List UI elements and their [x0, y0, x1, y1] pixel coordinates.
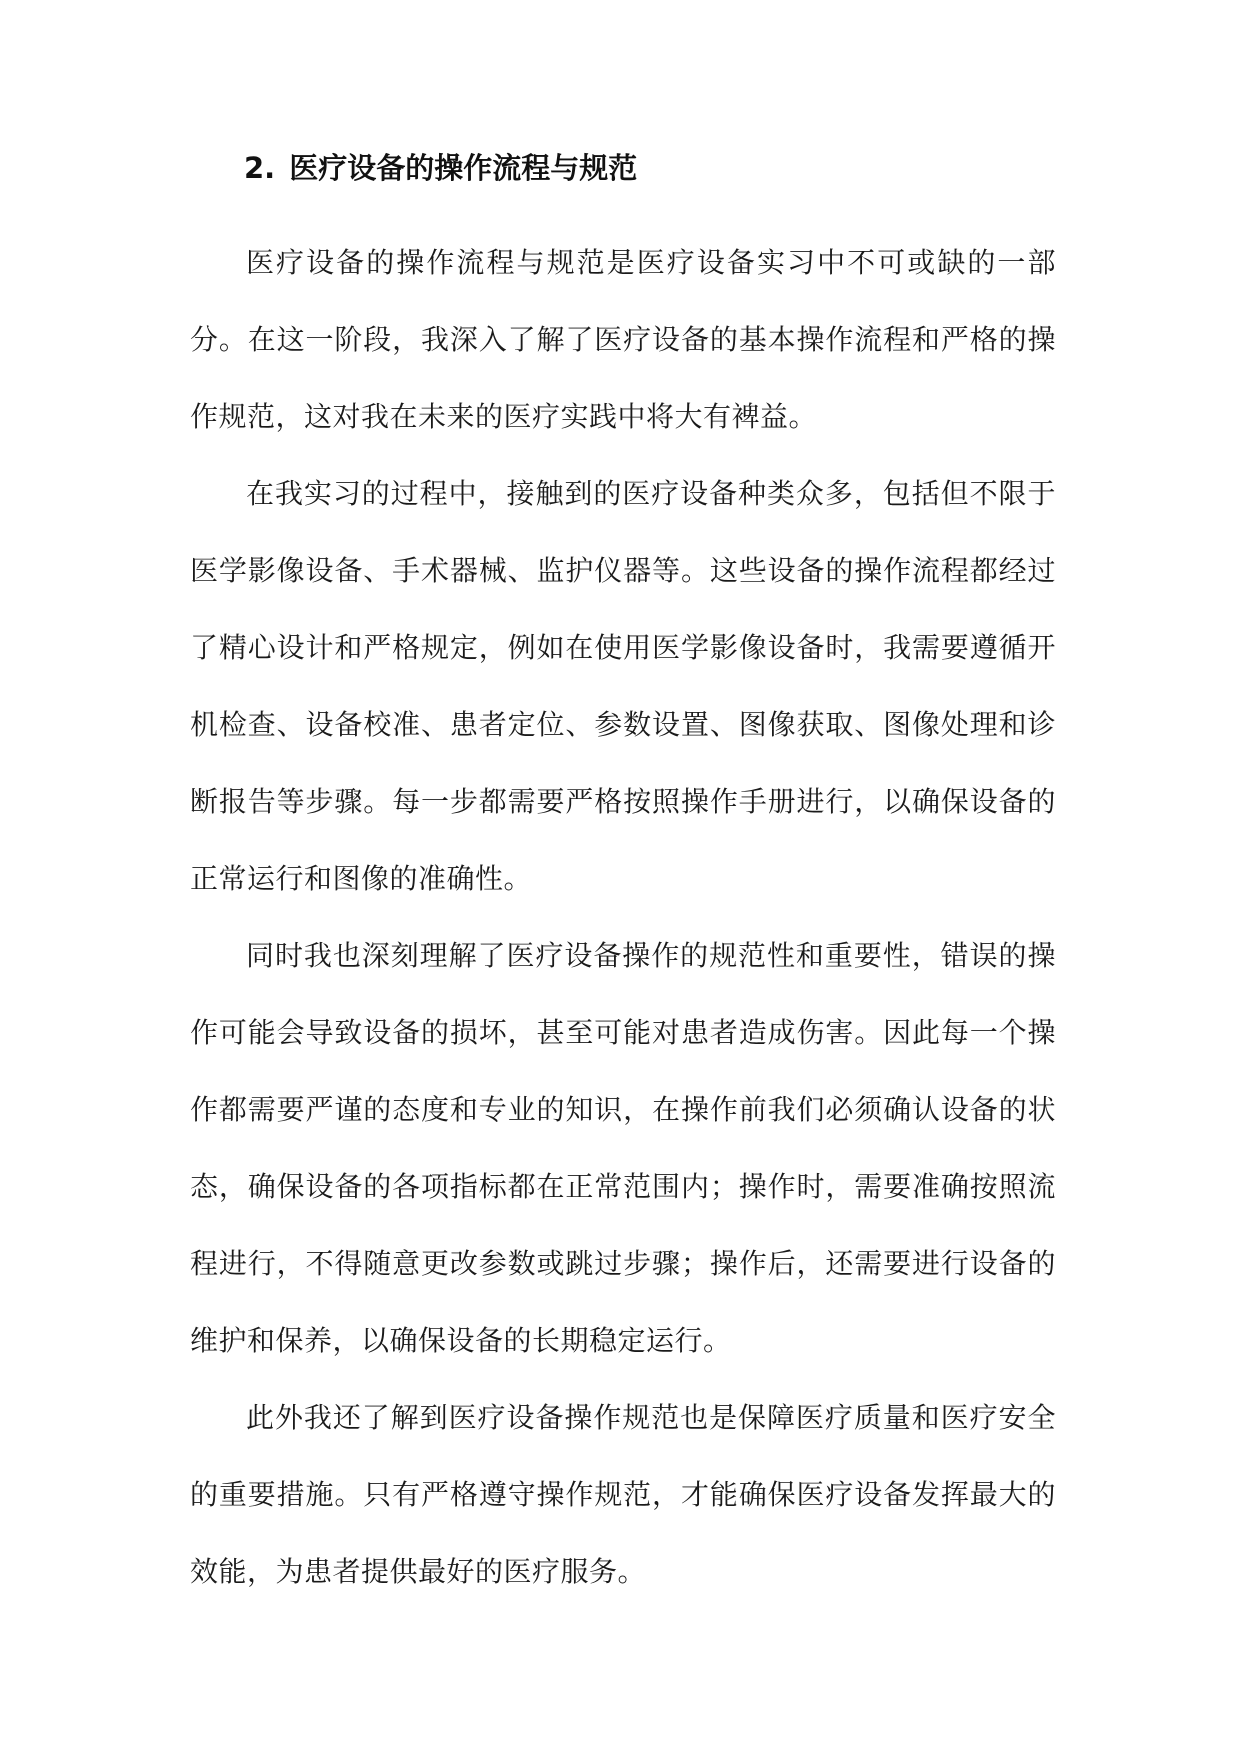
paragraph-1: 医疗设备的操作流程与规范是医疗设备实习中不可或缺的一部分。在这一阶段，我深入了解了医疗设备的基本操作流程和严格的操作规范，这对我在未来的医疗实践中将大有裨益。 [190, 246, 1056, 433]
paragraph-4: 此外我还了解到医疗设备操作规范也是保障医疗质量和医疗安全的重要措施。只有严格遵守操作规范，才能确保医疗设备发挥最大的效能，为患者提供最好的医疗服务。 [190, 1401, 1056, 1588]
paragraph-3: 同时我也深刻理解了医疗设备操作的规范性和重要性，错误的操作可能会导致设备的损坏，甚至可能对患者造成伤害。因此每一个操作都需要严谨的态度和专业的知识，在操作前我们必须确认设备的状态，确保设备的各项指标都在正常范围内；操作时，需要准确按照流程进行，不得随意更改参数或跳过步骤；操作后，还需要进行设备的维护和保养，以确保设备的长期稳定运行。 [190, 939, 1056, 1357]
section-title: 医疗设备的操作流程与规范 [289, 151, 638, 185]
section-number: 2. [244, 151, 276, 185]
body-text [190, 224, 1056, 1610]
section-heading [244, 148, 637, 188]
paragraph-2: 在我实习的过程中，接触到的医疗设备种类众多，包括但不限于医学影像设备、手术器械、监护仪器等。这些设备的操作流程都经过了精心设计和严格规定，例如在使用医学影像设备时，我需要遵循开机检查、设备校准、患者定位、参数设置、图像获取、图像处理和诊断报告等步骤。每一步都需要严格按照操作手册进行，以确保设备的正常运行和图像的准确性。 [190, 477, 1056, 895]
